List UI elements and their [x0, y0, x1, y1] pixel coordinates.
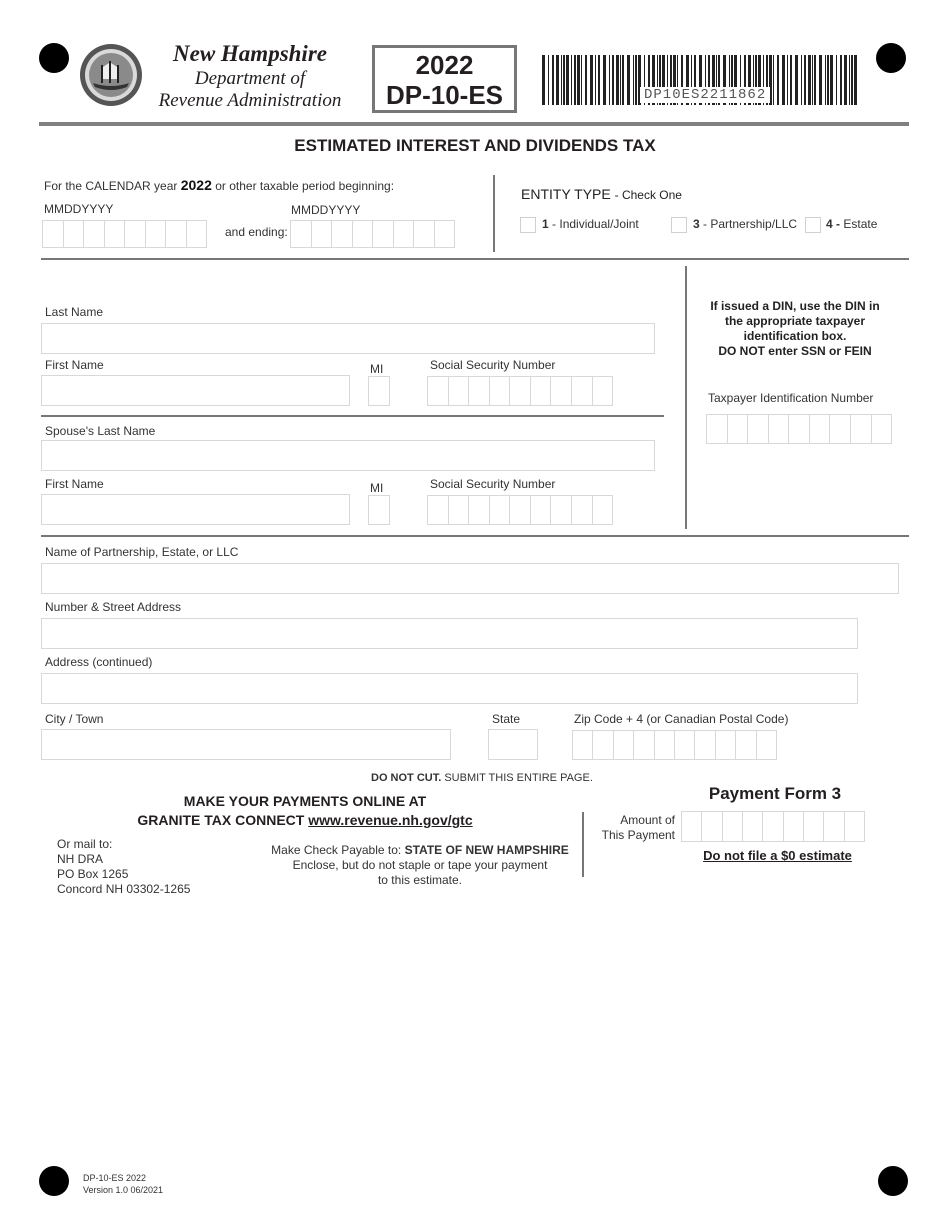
din-note-line1: If issued a DIN, use the DIN in: [710, 299, 880, 313]
payable-to: STATE OF NEW HAMPSHIRE: [404, 843, 569, 857]
barcode-bar: [627, 55, 630, 105]
barcode-bar: [814, 55, 816, 105]
mi-label: MI: [370, 362, 384, 376]
barcode-bar: [556, 55, 559, 105]
barcode-bar: [840, 55, 842, 105]
spouse-ssn-label: Social Security Number: [430, 477, 556, 491]
street-label: Number & Street Address: [45, 600, 182, 614]
din-note: [700, 299, 890, 359]
tin-input[interactable]: [706, 414, 892, 444]
end-date-format: MMDDYYYY: [291, 203, 361, 217]
barcode-bar: [825, 55, 826, 105]
agency-name-line1: New Hampshire: [173, 41, 327, 66]
entity-option-partnership-num: 3: [693, 217, 700, 231]
submit-page-text: SUBMIT THIS ENTIRE PAGE.: [444, 772, 593, 784]
entity-option-individual-num: 1: [542, 217, 549, 231]
barcode-bar: [801, 55, 802, 105]
street2-label: Address (continued): [45, 655, 153, 669]
barcode-bar: [633, 55, 634, 105]
first-name-input[interactable]: [41, 375, 350, 406]
entity-option-partnership-label: - Partnership/LLC: [703, 217, 798, 231]
barcode-bar: [808, 55, 811, 105]
entity-option-individual: [542, 217, 639, 231]
do-not-cut-text: DO NOT CUT.: [371, 772, 442, 784]
barcode-bar: [571, 55, 572, 105]
taxpayer-din-divider: [685, 266, 687, 529]
barcode: [540, 55, 860, 105]
footer-version: Version 1.0 06/2021: [83, 1185, 164, 1195]
barcode-bar: [598, 55, 600, 105]
state-label: State: [492, 712, 521, 726]
section-divider-2: [41, 535, 909, 537]
period-year: 2022: [180, 177, 212, 193]
barcode-bar: [603, 55, 606, 105]
online-payment-note: [100, 792, 510, 830]
last-name-label: Last Name: [45, 305, 104, 319]
spouse-first-name-input[interactable]: [41, 494, 350, 525]
first-name-label: First Name: [45, 358, 104, 372]
entity-option-individual-label: - Individual/Joint: [552, 217, 639, 231]
barcode-bar: [782, 55, 785, 105]
end-date-input[interactable]: [290, 220, 455, 248]
agency-name: [145, 42, 355, 110]
entity-check-one: - Check One: [614, 188, 682, 202]
section-divider-1: [41, 258, 909, 260]
entity-option-partnership: [693, 217, 797, 231]
state-input[interactable]: [488, 729, 538, 760]
form-id-box: [372, 45, 517, 113]
barcode-bar: [851, 55, 853, 105]
barcode-bar: [616, 55, 619, 105]
barcode-bar: [836, 55, 837, 105]
begin-date-format: MMDDYYYY: [44, 202, 114, 216]
barcode-text: DP10ES2211862: [640, 87, 770, 103]
mail-to-label: Or mail to:: [57, 837, 113, 851]
registration-mark-bottom-right: [878, 1166, 908, 1196]
barcode-bar: [590, 55, 593, 105]
period-entity-divider: [493, 175, 495, 252]
period-intro: [44, 177, 394, 193]
barcode-bar: [812, 55, 813, 105]
mail-address-line2: PO Box 1265: [57, 867, 129, 881]
ending-label: and ending:: [225, 225, 288, 239]
barcode-bar: [581, 55, 582, 105]
barcode-bar: [585, 55, 587, 105]
entity-checkbox-partnership[interactable]: [671, 217, 687, 233]
barcode-bar: [854, 55, 857, 105]
barcode-bar: [849, 55, 850, 105]
zip-input[interactable]: [572, 730, 777, 760]
barcode-bar: [790, 55, 792, 105]
spouse-mi-input[interactable]: [368, 495, 390, 525]
begin-date-input[interactable]: [42, 220, 207, 248]
barcode-bar: [830, 55, 833, 105]
enclose-line1: Enclose, but do not staple or tape your payment: [292, 858, 548, 872]
online-payment-line1: MAKE YOUR PAYMENTS ONLINE AT: [183, 793, 427, 809]
check-payable-note: [260, 843, 580, 888]
payment-amount-input[interactable]: [681, 811, 865, 842]
barcode-bar: [577, 55, 580, 105]
taxpayer-spouse-divider: [41, 415, 664, 417]
barcode-bar: [552, 55, 554, 105]
enclose-line2: to this estimate.: [377, 873, 463, 887]
state-seal-icon: [79, 43, 143, 107]
spouse-ssn-input[interactable]: [427, 495, 613, 525]
entity-checkbox-estate[interactable]: [805, 217, 821, 233]
tin-label: Taxpayer Identification Number: [708, 391, 874, 405]
mail-address-line1: NH DRA: [57, 852, 104, 866]
barcode-bar: [574, 55, 576, 105]
period-intro-prefix: For the CALENDAR year: [44, 179, 178, 193]
amount-label: [590, 813, 675, 843]
agency-name-line3: Revenue Administration: [158, 90, 342, 111]
barcode-bar: [844, 55, 847, 105]
do-not-cut-note: [371, 772, 593, 784]
registration-mark-top-left: [39, 43, 69, 73]
online-payment-line2: GRANITE TAX CONNECT: [137, 812, 305, 828]
footer-form-id: DP-10-ES 2022: [83, 1173, 147, 1183]
barcode-bar: [787, 55, 788, 105]
period-intro-suffix: or other taxable period beginning:: [215, 179, 395, 193]
barcode-bar: [819, 55, 822, 105]
barcode-bar: [548, 55, 549, 105]
online-payment-link[interactable]: www.revenue.nh.gov/gtc: [308, 812, 473, 828]
barcode-bar: [542, 55, 545, 105]
amount-label-line2: This Payment: [601, 828, 675, 842]
mail-address-line3: Concord NH 03302-1265: [57, 882, 191, 896]
barcode-bar: [622, 55, 624, 105]
entity-type-heading: [521, 186, 682, 202]
mi-input[interactable]: [368, 376, 390, 406]
entity-option-estate: [826, 217, 877, 231]
entity-checkbox-individual[interactable]: [520, 217, 536, 233]
payment-form-title: Payment Form 3: [708, 784, 842, 803]
entity-type-title: ENTITY TYPE: [521, 186, 611, 202]
din-note-line2: the appropriate taxpayer: [724, 314, 866, 328]
city-input[interactable]: [41, 729, 451, 760]
spouse-last-name-label: Spouse's Last Name: [45, 424, 156, 438]
agency-name-line2: Department of: [194, 68, 306, 89]
mail-to-address: [57, 837, 190, 897]
spouse-first-name-label: First Name: [45, 477, 104, 491]
street-input[interactable]: [41, 618, 858, 649]
amount-label-line1: Amount of: [620, 813, 675, 827]
street2-input[interactable]: [41, 673, 858, 704]
barcode-bar: [777, 55, 779, 105]
entity-name-input[interactable]: [41, 563, 899, 594]
ssn-label: Social Security Number: [430, 358, 556, 372]
payment-divider: [582, 812, 584, 877]
barcode-bar: [566, 55, 569, 105]
city-label: City / Town: [45, 712, 104, 726]
barcode-bar: [804, 55, 806, 105]
barcode-bar: [635, 55, 637, 105]
din-note-line3: identification box.: [743, 329, 847, 343]
spouse-mi-label: MI: [370, 481, 384, 495]
form-title: ESTIMATED INTEREST AND DIVIDENDS TAX: [294, 136, 656, 155]
din-note-line4: DO NOT enter SSN or FEIN: [718, 344, 872, 358]
barcode-bar: [612, 55, 614, 105]
zip-label: Zip Code + 4 (or Canadian Postal Code): [574, 712, 789, 726]
barcode-bar: [773, 55, 774, 105]
barcode-bar: [827, 55, 829, 105]
barcode-bar: [620, 55, 621, 105]
ssn-input[interactable]: [427, 376, 613, 406]
zero-estimate-note: Do not file a $0 estimate: [703, 848, 852, 863]
barcode-bar: [795, 55, 798, 105]
barcode-bar: [595, 55, 596, 105]
form-year: 2022: [415, 50, 474, 80]
registration-mark-bottom-left: [39, 1166, 69, 1196]
barcode-bar: [609, 55, 610, 105]
entity-option-estate-label: Estate: [843, 217, 878, 231]
header-divider: [39, 122, 909, 126]
barcode-bar: [563, 55, 565, 105]
registration-mark-top-right: [876, 43, 906, 73]
barcode-bar: [561, 55, 562, 105]
footer-form-ref: [83, 1172, 163, 1196]
form-id: DP-10-ES: [385, 80, 504, 110]
entity-name-label: Name of Partnership, Estate, or LLC: [45, 545, 239, 559]
last-name-input[interactable]: [41, 323, 655, 354]
spouse-last-name-input[interactable]: [41, 440, 655, 471]
entity-option-estate-num: 4 -: [826, 217, 841, 231]
payable-label: Make Check Payable to:: [271, 843, 402, 857]
